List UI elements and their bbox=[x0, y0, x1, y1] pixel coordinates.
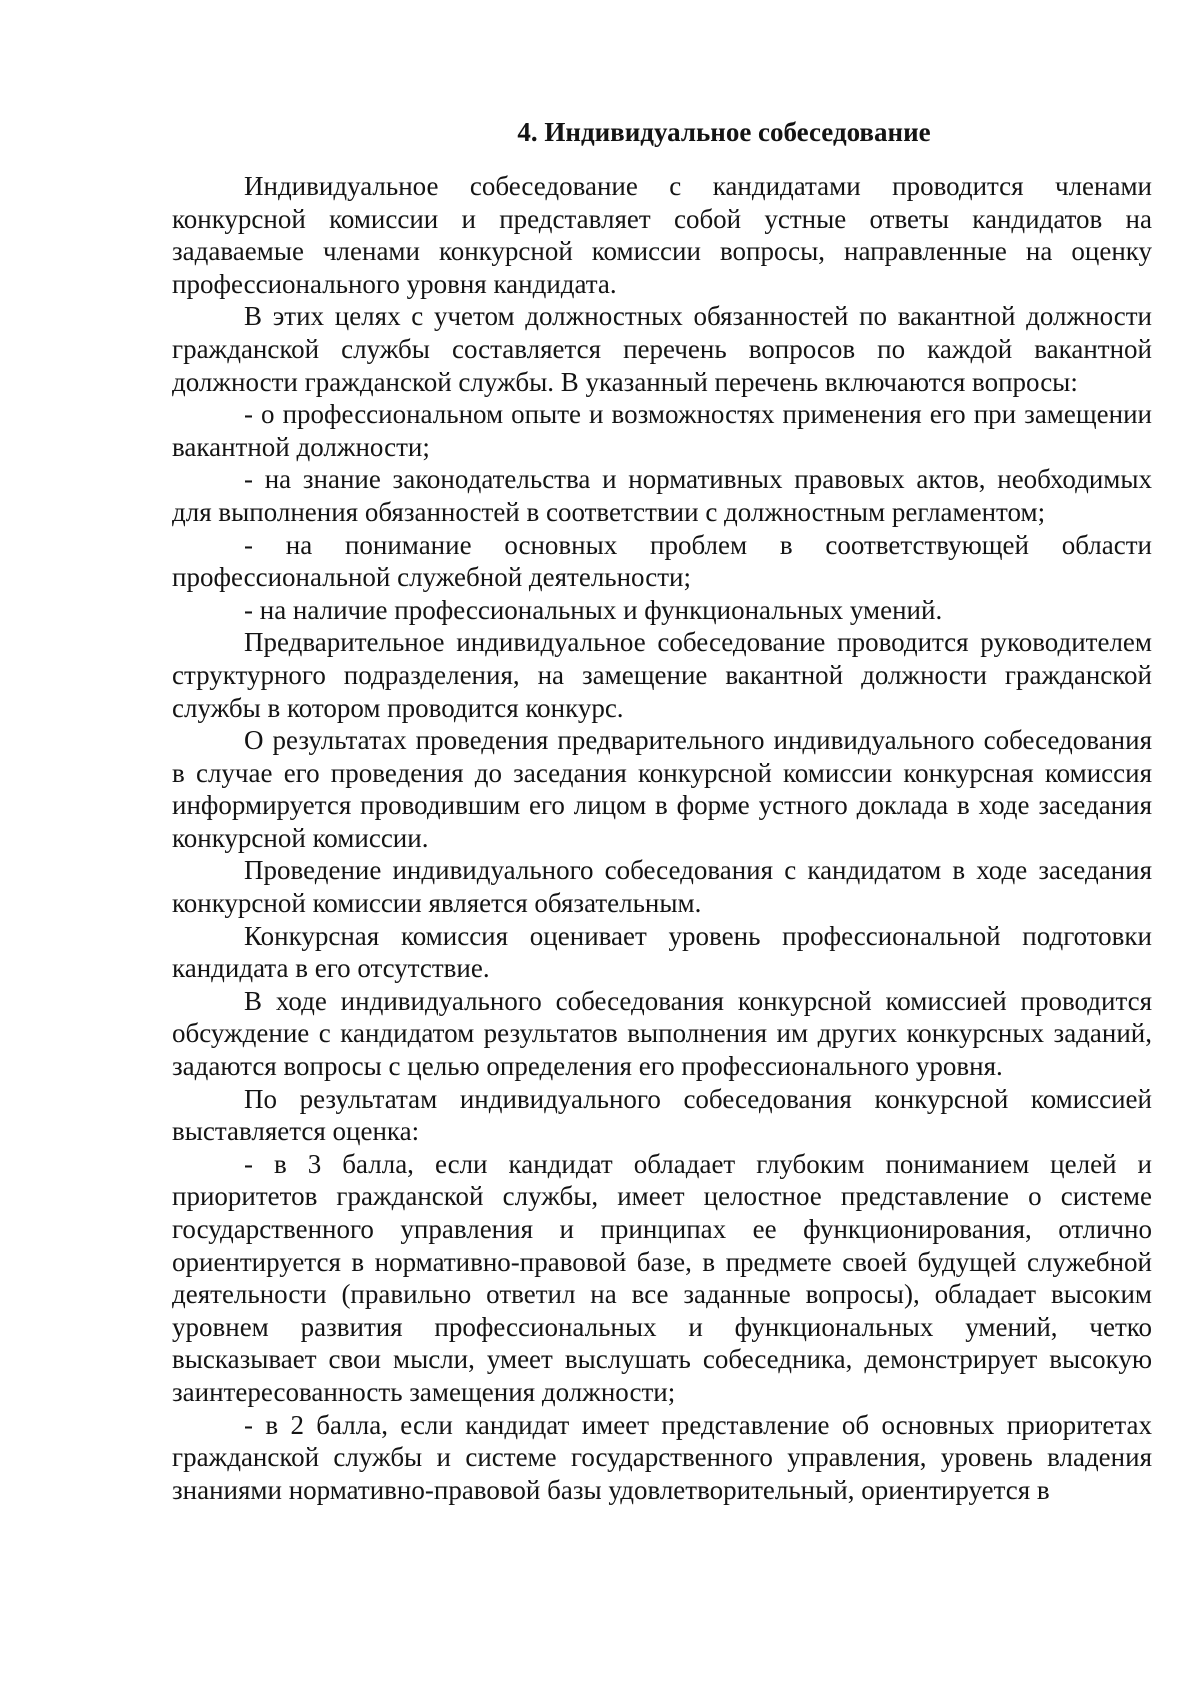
list-item-skills: - на наличие профессиональных и функциональных умений. bbox=[244, 594, 943, 625]
paragraph-scoring: По результатам индивидуального собеседования конкурсной комиссией выставляется оценка: bbox=[172, 1083, 1152, 1147]
paragraph-preliminary-results: О результатах проведения предварительного индивидуального собеседования в случае его проведения до заседания конкурсной комиссии конкурсная комиссия информируется проводившим его лицом в форме устного доклада в ходе заседания конкурсной комиссии. bbox=[172, 725, 1152, 853]
document-body bbox=[172, 112, 1152, 1506]
list-item-score-2: - в 2 балла, если кандидат имеет представление об основных приоритетах гражданской службы и системе государственного управления, уровень владения знаниями нормативно-правовой базы удовлетворительный, ориентируется в bbox=[172, 1409, 1152, 1505]
paragraph-interview-definition: Индивидуальное собеседование с кандидатами проводится членами конкурсной комиссии и представляет собой устные ответы кандидатов на задаваемые членами конкурсной комиссии вопросы, направленные на оценку профессионального уровня кандидата. bbox=[172, 171, 1152, 299]
list-item-experience: - о профессиональном опыте и возможностях применения его при замещении вакантной должности; bbox=[172, 399, 1152, 462]
paragraph-preliminary-interview: Предварительное индивидуальное собеседование проводится руководителем структурного подразделения, на замещение вакантной должности гражданской службы в котором проводится конкурс. bbox=[172, 627, 1152, 723]
list-item-problems: - на понимание основных проблем в соответствующей области профессиональной служебной деятельности; bbox=[172, 529, 1152, 593]
paragraph-mandatory-interview: Проведение индивидуального собеседования с кандидатом в ходе заседания конкурсной комиссии является обязательным. bbox=[172, 855, 1152, 919]
list-item-score-3: - в 3 балла, если кандидат обладает глубоким пониманием целей и приоритетов гражданской службы, имеет целостное представление о системе государственного управления и принципах ее функционирования, отлично ориентируется в нормативно-правовой базе, в предмете своей будущей служебной деятельности (правильно ответил на все заданные вопросы), обладает высоким уровнем развития профессиональных и функциональных умений, четко высказывает свои мысли, умеет выслушать собеседника, демонстрирует высокую заинтересованность замещения должности; bbox=[172, 1148, 1152, 1407]
paragraph-question-list: В этих целях с учетом должностных обязанностей по вакантной должности гражданской службы составляется перечень вопросов по каждой вакантной должности гражданской службы. В указанный перечень включаются вопросы: bbox=[172, 301, 1152, 397]
paragraph-discussion: В ходе индивидуального собеседования конкурсной комиссией проводится обсуждение с кандидатом результатов выполнения им других конкурсных заданий, задаются вопросы с целью определения его профессионального уровня. bbox=[172, 985, 1152, 1082]
list-item-legislation: - на знание законодательства и нормативных правовых актов, необходимых для выполнения обязанностей в соответствии с должностным регламентом; bbox=[172, 464, 1152, 527]
paragraph-evaluation-absence: Конкурсная комиссия оценивает уровень профессиональной подготовки кандидата в его отсутствие. bbox=[172, 920, 1152, 984]
section-heading: 4. Индивидуальное собеседование bbox=[517, 117, 931, 147]
